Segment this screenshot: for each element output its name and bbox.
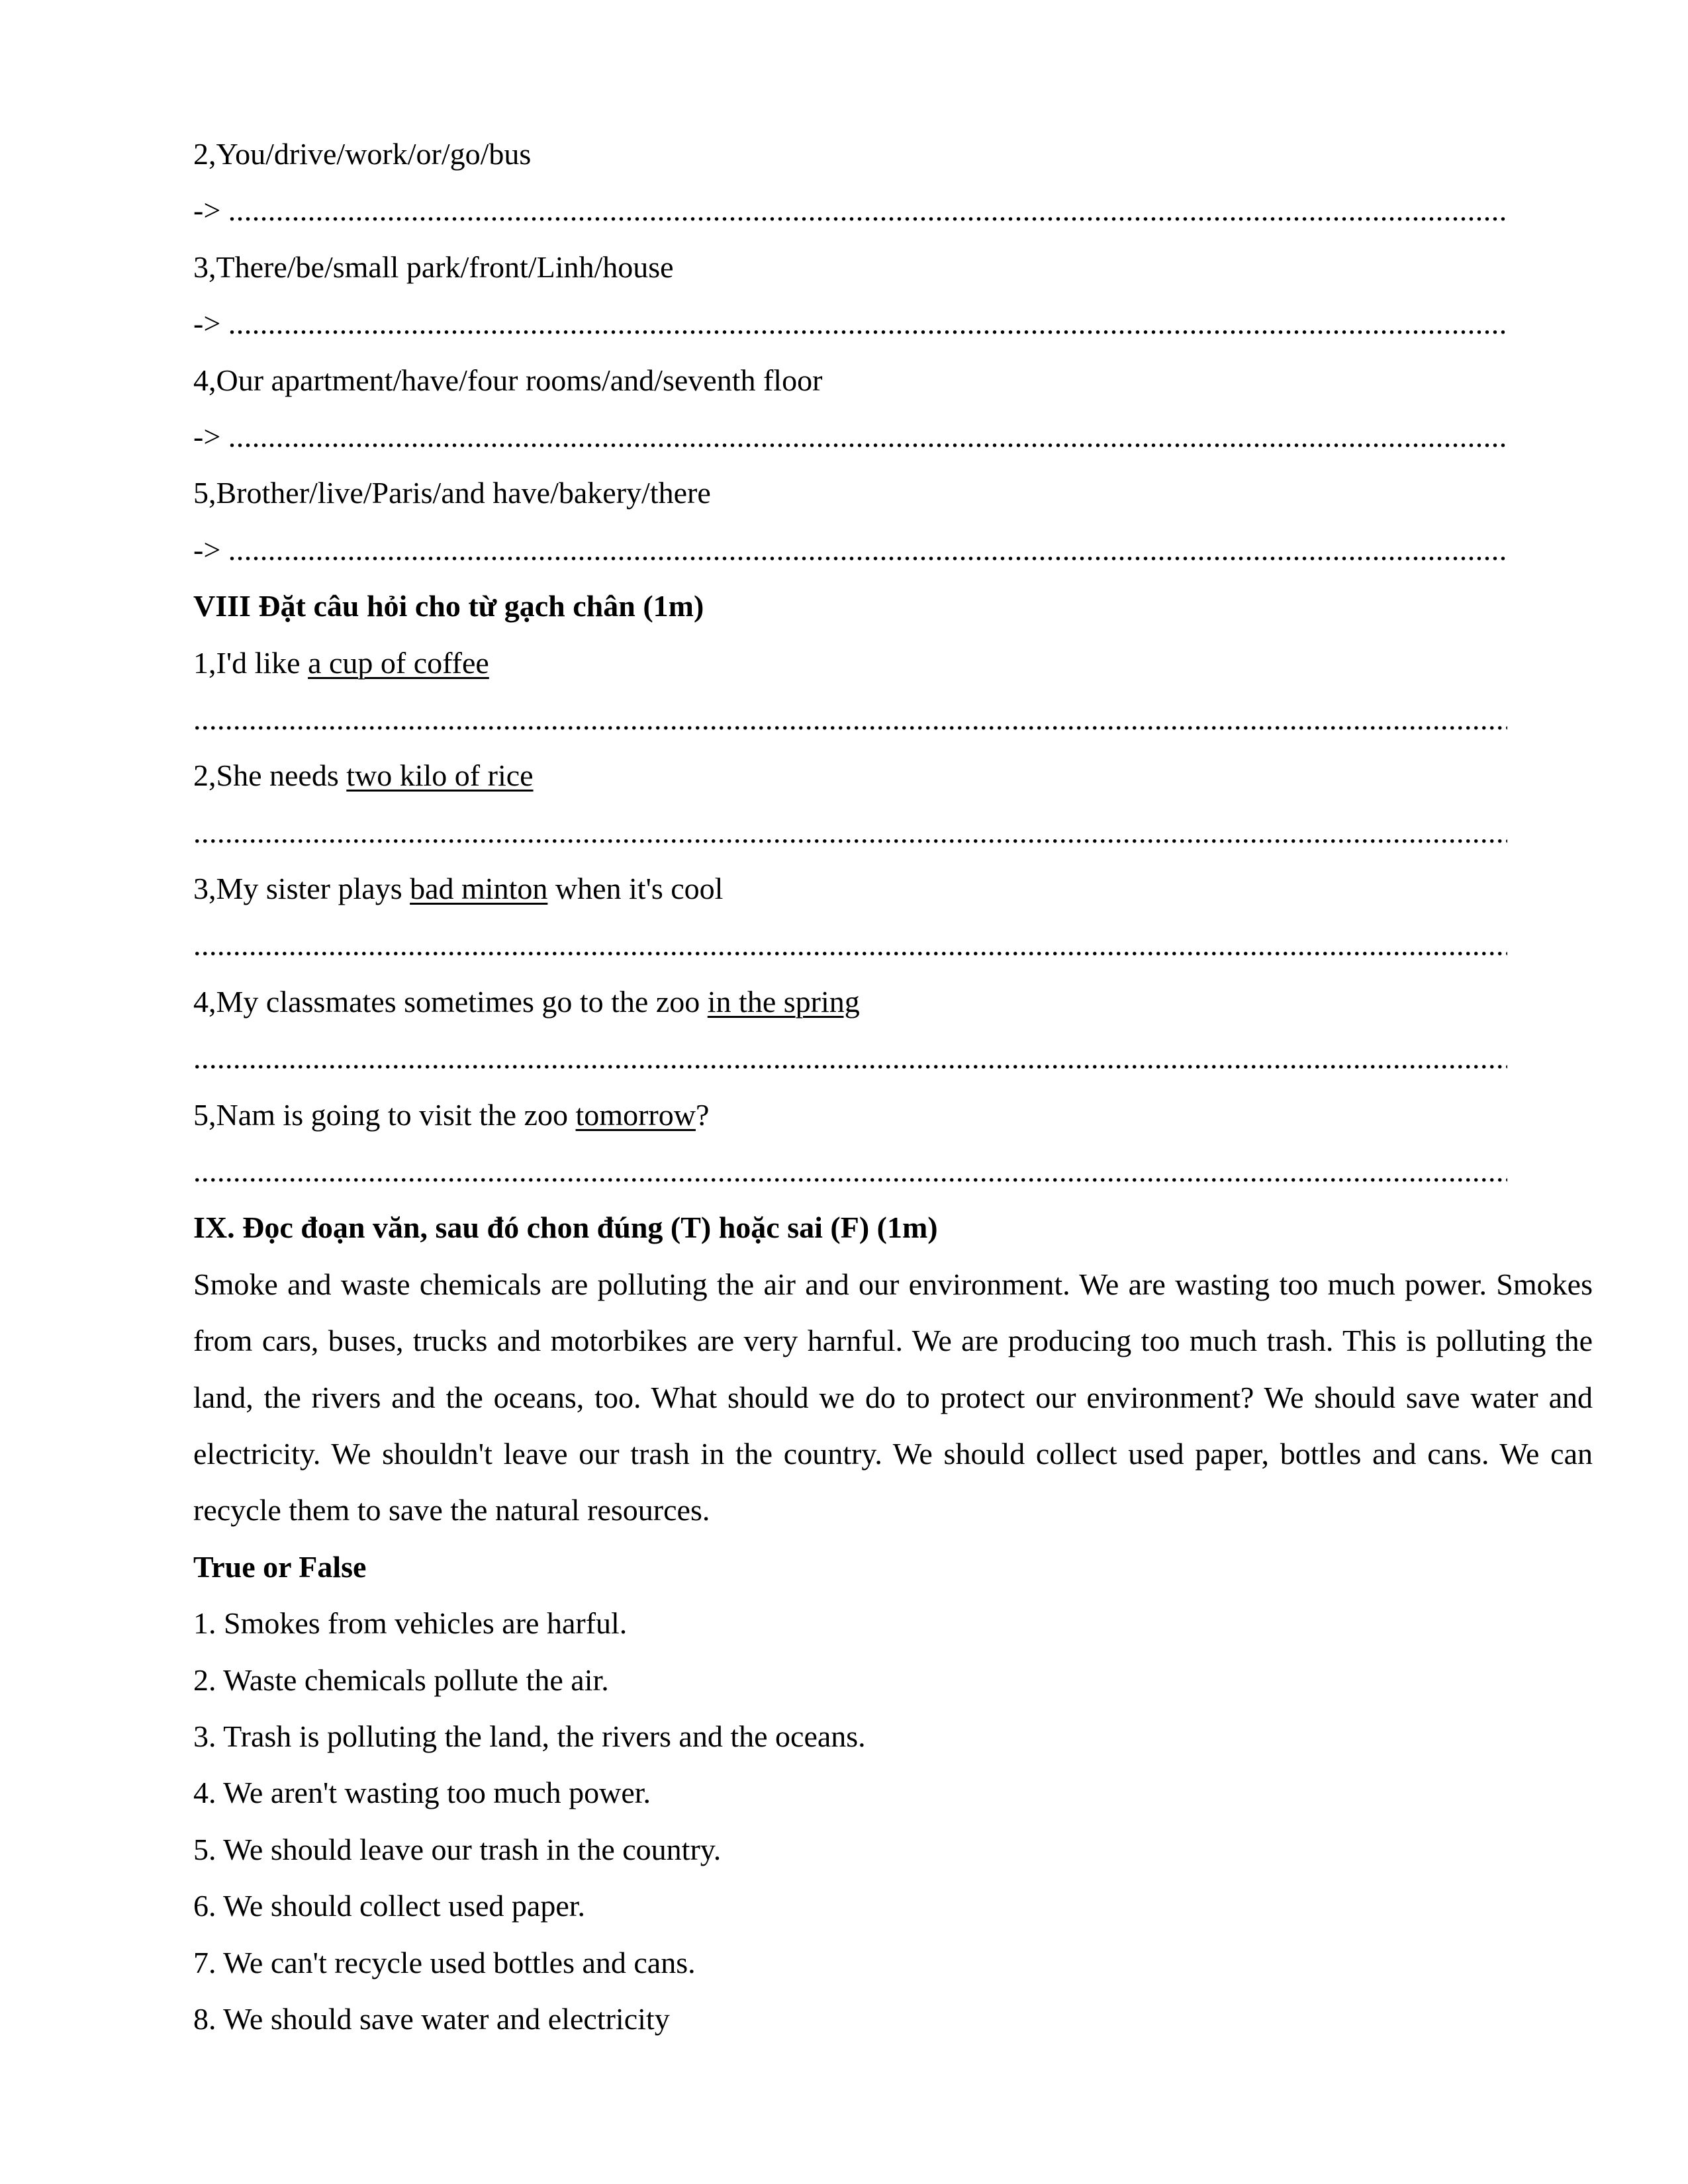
underlined-text: tomorrow [575,1097,696,1132]
worksheet-page [193,126,1593,2047]
underlined-text: a cup of coffee [308,645,489,680]
section-title: IX. Đọc đoạn văn, sau đó chon đúng (T) hoặc sai (F) (1m) [193,1210,938,1245]
prompt-text: ? [695,1097,710,1132]
prompt: 4,Our apartment/have/four rooms/and/seventh floor [193,363,823,397]
answer-line[interactable] [193,182,1507,238]
prompt: 3,There/be/small park/front/Linh/house [193,250,674,284]
statement: 4. We aren't wasting too much power. [193,1776,651,1810]
answer-line[interactable] [193,917,1507,973]
prompt: 2,You/drive/work/or/go/bus [193,137,532,171]
underlined-text: bad minton [410,872,548,906]
arrow: -> [193,532,221,567]
prompt-text: 4,My classmates sometimes go to the zoo [193,984,708,1019]
statement: 6. We should collect used paper. [193,1889,586,1923]
answer-line[interactable] [193,804,1507,860]
statement: 5. We should leave our trash in the country. [193,1832,722,1866]
question-prompt [193,747,1593,803]
answer-line[interactable] [193,1143,1507,1199]
prompt-text: 1,I'd like [193,645,308,680]
statement: 3. Trash is polluting the land, the rivers and the oceans. [193,1719,866,1754]
reading-section [193,1199,1593,2047]
question-prompt [193,1087,1593,1143]
answer-line[interactable] [193,691,1507,747]
underlined-text: in the spring [707,984,860,1019]
sentence-building-section [193,126,1593,578]
arrow: -> [193,419,221,453]
arrow: -> [193,306,221,341]
prompt-text: 2,She needs [193,758,347,793]
prompt-text: when it's cool [547,872,724,906]
question-prompt [193,860,1593,917]
question-prompt [193,635,1593,691]
section-title: VIII Đặt câu hỏi cho từ gạch chân (1m) [193,589,704,623]
statement: 2. Waste chemicals pollute the air. [193,1662,609,1697]
statement: 8. We should save water and electricity [193,2001,670,2036]
statement: 7. We can't recycle used bottles and cans. [193,1945,696,1979]
answer-line[interactable] [193,1030,1507,1086]
underlined-text: two kilo of rice [346,758,534,793]
answer-line[interactable] [193,408,1507,465]
question-prompt [193,974,1593,1030]
prompt-text: 5,Nam is going to visit the zoo [193,1097,576,1132]
answer-line[interactable] [193,295,1507,351]
answer-line[interactable] [193,522,1507,578]
statement: 1. Smokes from vehicles are harful. [193,1606,628,1641]
prompt-text: 3,My sister plays [193,872,410,906]
reading-passage: Smoke and waste chemicals are polluting the air and our environment. We are wasting too much power. Smokes from cars, buses, trucks and motorbikes are very harnful. We are producing too much trash. This is polluting the land, the rivers and the oceans, too. What should we do to protect our environment? We should save water and electricity. We shouldn't leave our trash in the country. We should collect used paper, bottles and cans. We can recycle them to save the natural resources. [193,1267,1593,1527]
question-section [193,578,1593,1199]
arrow: -> [193,193,221,228]
prompt: 5,Brother/live/Paris/and have/bakery/there [193,476,711,510]
subtitle: True or False [193,1549,367,1584]
